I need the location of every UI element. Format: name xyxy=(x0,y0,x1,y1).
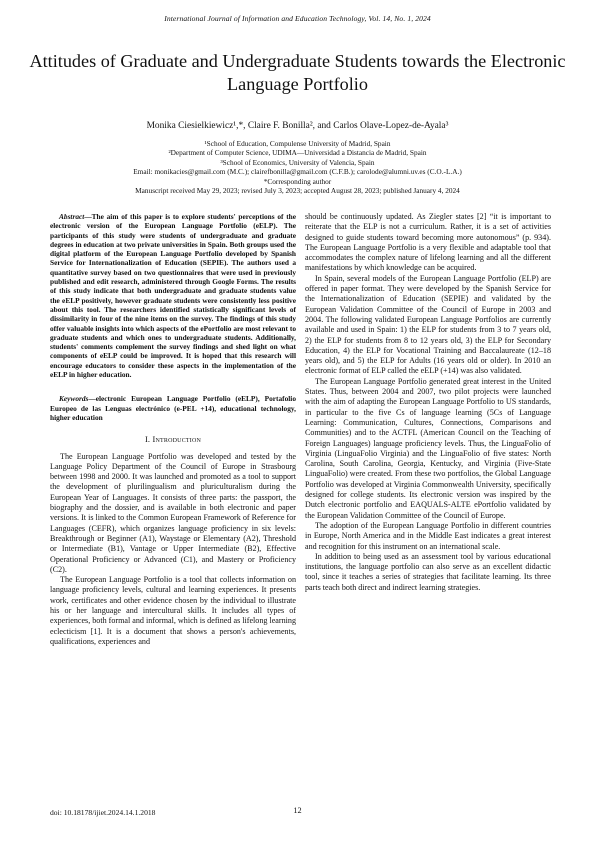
doi: doi: 10.18178/ijiet.2024.14.1.2018 xyxy=(50,808,156,817)
left-column xyxy=(50,212,296,647)
affiliations xyxy=(0,139,595,196)
affiliation-1: ¹School of Education, Compulense University of Madrid, Spain xyxy=(204,139,391,148)
running-head: International Journal of Information and Education Technology, Vol. 14, No. 1, 2024 xyxy=(164,14,431,23)
body-paragraph: The European Language Portfolio is a tool that collects information on language proficiency levels, cultural and learning experiences. It presents work, certificates and other evidence chosen by the individual to illustrate his or her language and intercultural skills. It includes all types of experiences, both formal and informal, which is defined as lifelong learning eclecticism [1]. It is a document that shows a person's achievements, qualifications, experiences and xyxy=(50,575,296,646)
corresponding-author-note: *Corresponding author xyxy=(263,176,332,186)
keywords-text: —electronic European Language Portfolio (eELP), Portafolio Europeo de las Lenguas electrónico (e-PEL +14), educational technology, higher education xyxy=(50,394,296,422)
paper-title: Attitudes of Graduate and Undergraduate Students towards the Electronic Language Portfolio xyxy=(29,51,566,94)
affiliation-3: ³School of Economics, University of Valencia, Spain xyxy=(220,157,375,167)
author-list: Monika Ciesielkiewicz¹,*, Claire F. Bonilla², and Carlos Olave-Lopez-de-Ayala³ xyxy=(146,121,449,131)
keywords-label: Keywords xyxy=(59,394,89,404)
affiliation-2: ²Department of Computer Science, UDIMA—Universidad a Distancia de Madrid, Spain xyxy=(168,148,427,158)
section-number: I. xyxy=(144,435,151,445)
section-heading-introduction xyxy=(50,435,296,445)
body-paragraph: The European Language Portfolio generated great interest in the United States. Thus, between 2004 and 2007, two pilot projects were launched with the aim of adapting the European Language Portfolio to US standards, in particular to the five Cs of language learning (5Cs of Language Learning: Communication, Cultures, Connections, Comparisons and Communities) and to the ACTFL (American Council on the Teaching of Foreign Languages) language proficiency levels. Thus, the LinguaFolio of Virginia (LinguaFolio Virginia) and the LinguaFolio of five states: North Carolina, South Carolina, Georgia, Kentucky, and Virginia (Five-State LinguaFolio) were created. From these two portfolios, the Global Language Portfolio was developed at Virginia Commonwealth University, specifically designed for college students. Its electronic version was inspired by the Dutch electronic portfolio and EAQUALS-ALTE ePortfolio validated by the European Validation Committee of the Council of Europe. xyxy=(305,376,551,520)
abstract-label: Abstract xyxy=(59,212,85,221)
keywords xyxy=(50,394,296,422)
body-paragraph: should be continuously updated. As Ziegler states [2] “it is important to reiterate that the ELP is not a curriculum. Rather, it is a set of activities designed to guide students toward becoming more autonomous” (p. 934). The European Language Portfolio is a very flexible and adaptable tool that accommodates the complex nature of lifelong learning and all the different manifestations by which knowledge can be acquired. xyxy=(305,212,551,273)
body-paragraph: In Spain, several models of the European Language Portfolio (ELP) are offered in paper format. They were developed by the Spanish Service for the Internationalization of Education (SEPIE) and validated by the European Validation Committee of the Council of Europe in 2003 and 2004. The following validated European Language Portfolios are currently available and used in Spain: 1) the ELP for students from 3 to 7 years old, 2) the ELP for students from 8 to 12 years old, 3) the ELP for Secondary Education, 4) the ELP for Vocational Training and Baccalaureate (12–18 years old), and 5) the ELP for Adults (16 years old or older). In 2010 an electronic format of ELP called the eELP (+14) was also validated. xyxy=(305,273,551,376)
page-number: 12 xyxy=(293,806,302,815)
abstract-text: —The aim of this paper is to explore students' perceptions of the electronic version of the European Language Portfolio (eELP). The participants of this study were students of undergraduate and graduate degrees in education at two private universities in Spain. Both groups used the digital platform of the European Language Portfolio developed by Spanish Service for Internationalization of Education (SEPIE). The authors used a quantitative survey based on two questionnaires that were used in previously published and edit research, administered through Google Forms. The results of this study indicate that both undergraduate and graduate students value the eELP positively, however graduate students were consistently less positive about this tool. The researchers identified statistically significant levels of dissimilarity in four of the nine items on the survey. The findings of this study offer valuable insights into which aspects of the ePortfolio are most relevant to graduate students and which ones to undergraduate students. Additionally, students' comments complement the survey findings and shed light on what components of eELP could be improved. It is hoped that this research will encourage educators to consider these aspects in the implementation of the eELP in higher education. xyxy=(50,212,296,380)
author-emails: Email: monikacies@gmail.com (M.C.); clairefbonilla@gmail.com (C.F.B.); carolode@alumni.uv.es (C.O.-L.A.) xyxy=(133,167,462,177)
body-paragraph: The adoption of the European Language Portfolio in different countries in Europe, North America and in the Middle East indicates a great interest and recognition for this instrument on an international scale. xyxy=(305,520,551,551)
manuscript-dates: Manuscript received May 29, 2023; revised July 3, 2023; accepted August 28, 2023; published January 4, 2024 xyxy=(135,186,460,196)
body-paragraph: In addition to being used as an assessment tool by various educational institutions, the language portfolio can also serve as an excellent didactic tool, since it teaches a series of strategies that facilitate learning. Its three parts teach both direct and indirect learning strategies. xyxy=(305,551,551,592)
right-column xyxy=(305,212,551,593)
section-title: Introduction xyxy=(152,435,202,445)
abstract xyxy=(50,212,296,379)
body-paragraph: The European Language Portfolio was developed and tested by the Language Policy Department of the Council of Europe in Strasbourg between 1998 and 2000. It was launched and promoted as a tool to support the development of plurilingualism and pluriculturalism during the European Year of Languages. It consists of three parts: the passport, the biography and the dossier, and is available in both electronic and paper versions. It is linked to the Common European Framework of Reference for Languages (CEFR), which organizes language proficiency in six levels: Breakthrough or Beginner (A1), Waystage or Elementary (A2), Threshold or Intermediate (B1), Vantage or Upper Intermediate (B2), Effective Operational Proficiency or Advanced (C1), and Mastery or Proficiency (C2). xyxy=(50,451,296,574)
